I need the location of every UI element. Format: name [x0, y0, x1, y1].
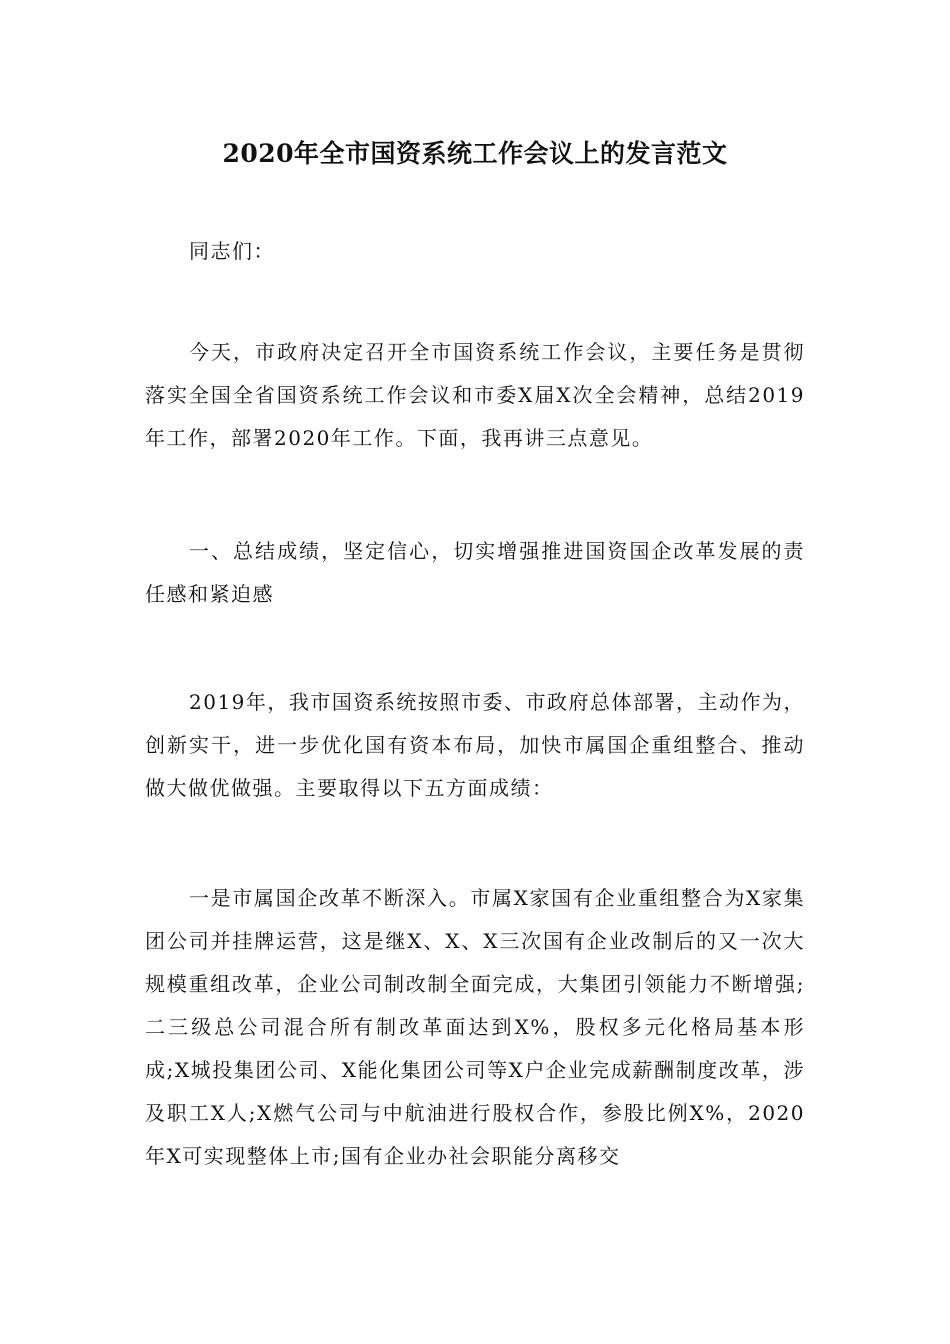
section-heading-paragraph: 一、总结成绩，坚定信心，切实增强推进国资国企改革发展的责任感和紧迫感 — [145, 539, 805, 606]
intro-paragraph: 今天，市政府决定召开全市国资系统工作会议，主要任务是贯彻落实全国全省国资系统工作会议和市委X届X次全会精神，总结2019年工作，部署2020年工作。下面，我再讲三点意见。 — [145, 340, 805, 450]
document-title: 2020年全市国资系统工作会议上的发言范文 — [222, 139, 728, 168]
salutation-paragraph: 同志们： — [189, 239, 275, 263]
summary-paragraph: 2019年，我市国资系统按照市委、市政府总体部署，主动作为，创新实干，进一步优化国有资本布局，加快市属国企重组整合、推动做大做优做强。主要取得以下五方面成绩： — [145, 690, 805, 800]
achievement-paragraph: 一是市属国企改革不断深入。市属X家国有企业重组整合为X家集团公司并挂牌运营，这是继X、X、X三次国有企业改制后的又一次大规模重组改革，企业公司制改制全面完成，大集团引领能力不断增强;二三级总公司混合所有制改革面达到X%，股权多元化格局基本形成;X城投集团公司、X能化集团公司等X户企业完成薪酬制度改革，涉及职工X人;X燃气公司与中航油进行股权合作，参股比例X%，2020年X可实现整体上市;国有企业办社会职能分离移交 — [145, 886, 805, 1168]
